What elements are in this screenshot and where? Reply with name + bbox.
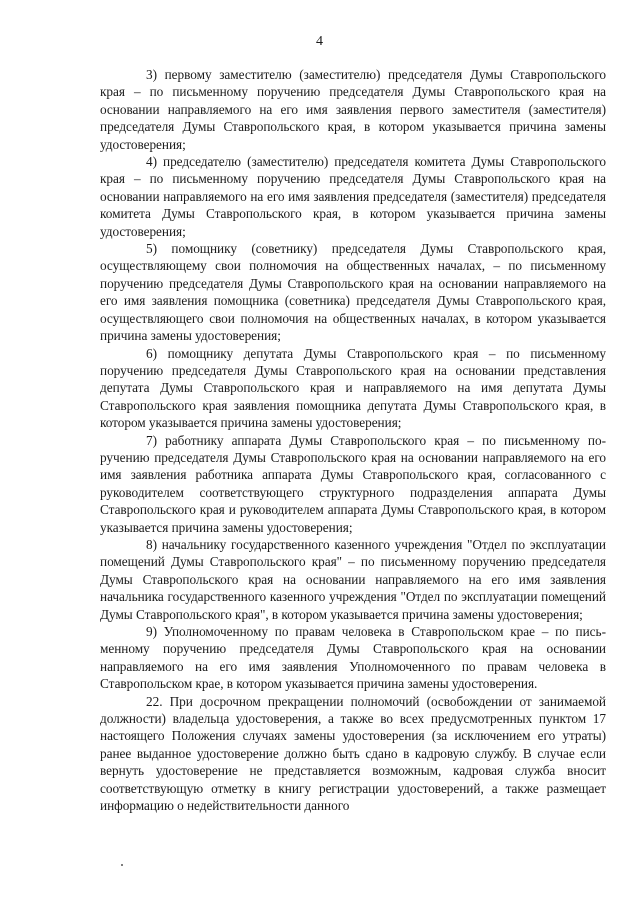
document-body — [100, 66, 606, 814]
paragraph-clause-22: 22. При досрочном прекращении полномочий (освобождении от занимаемой должности) владельца удостоверения, а также во всех предусмотренных пунктом 17 настоящего Положения случаях замены удостоверения (за исключением его утраты) ранее выданное удостоверение должно быть сдано в кадровую службу. В случае если вернуть удостоверение не представляется возможным, кадровая служба вносит соответствующую отметку в книгу регистрации удостоверений, а также размещает информацию о недействительности данного — [100, 693, 606, 814]
paragraph-item-3: 3) первому заместителю (заместителю) председателя Думы Ставропольского края – по письменному поручению председателя Думы Ставропольского края на основании направляемого на его имя заявления первого заместителя (заместителя) председателя Думы Ставропольского края, в котором указывается причина замены удостоверения; — [100, 67, 606, 152]
paragraph-item-7: 7) работнику аппарата Думы Ставропольского края – по письменному поручению председателя Думы Ставропольского края на основании направляемого на его имя заявления работника аппарата Думы Ставропольского края, согласованного с руководителем соответствующего структурного подразделения аппарата Думы Ставропольского края и руководителем аппарата Думы Ставропольского края, в котором указывается причина замены удостоверения; — [100, 432, 606, 535]
paragraph-item-8: 8) начальнику государственного казенного учреждения "Отдел по эксплуатации помещений Думы Ставропольского края" – по письменному поручению председателя Думы Ставропольского края на основании направляемого на его имя заявления начальника государственного казенного учреждения "Отдел по эксплуатации помещений Думы Ставропольского края", в котором указывается причина замены удостоверения; — [100, 536, 606, 622]
paragraph-item-5: 5) помощнику (советнику) председателя Думы Ставропольского края, осуществляющему свои полномочия на общественных началах, – по письменному поручению председателя Думы Ставропольского края на основании направляемого на его имя заявления помощника (советника) председателя Думы Ставропольского края, осуществляющего свои полномочия на общественных началах, в котором указывается причина замены удостоверения; — [100, 241, 606, 344]
paragraph-item-6: 6) помощнику депутата Думы Ставропольского края – по письменному поручению председателя Думы Ставропольского края на основании представления депутата Думы Ставропольского края и направляемого на имя депутата Думы Ставропольского края заявления помощника депутата Думы Ставропольского края, в котором указывается причина замены удостоверения; — [100, 345, 606, 431]
paragraph-item-9: 9) Уполномоченному по правам человека в Ставропольском крае – по письменному поручению председателя Думы Ставропольского края на основании направляемого на его имя заявления Уполномоченного по правам человека в Ставропольском крае, в котором указывается причина замены удостоверения. — [100, 624, 606, 692]
scan-speck — [121, 864, 123, 866]
page-number: 4 — [316, 34, 323, 49]
paragraph-item-4: 4) председателю (заместителю) председателя комитета Думы Ставропольского края – по письменному поручению председателя Думы Ставропольского края на основании направляемого на его имя заявления председателя (заместителя) председателя комитета Думы Ставропольского края, в котором указывается причина замены удостоверения; — [100, 154, 606, 239]
